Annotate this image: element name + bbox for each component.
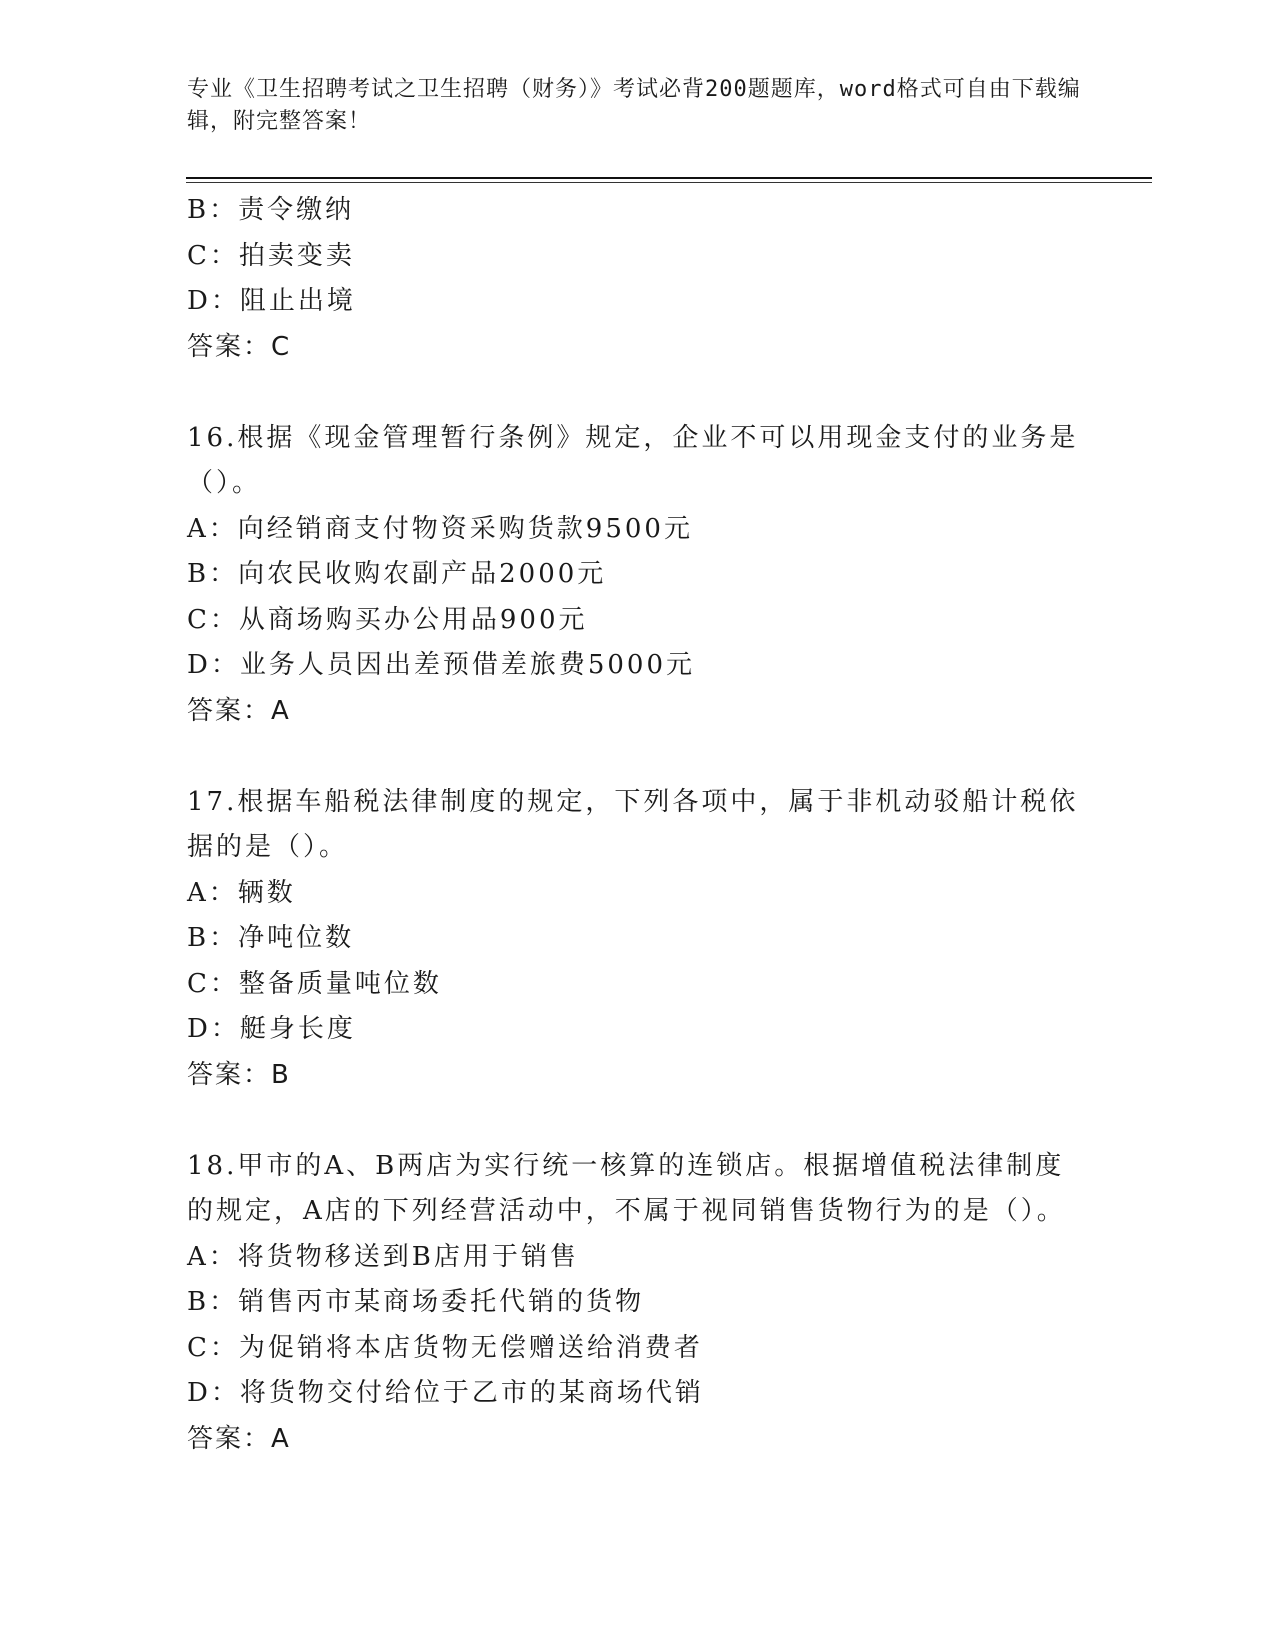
- option-d: D：艇身长度: [187, 1014, 356, 1044]
- option-d: D：阻止出境: [187, 286, 356, 316]
- option-b: B：销售丙市某商场委托代销的货物: [187, 1287, 645, 1317]
- option-d: D：将货物交付给位于乙市的某商场代销: [187, 1378, 704, 1408]
- document-header: 专业《卫生招聘考试之卫生招聘（财务）》考试必背200题题库，word格式可自由下载编辑，附完整答案！: [187, 77, 1081, 134]
- spacer: [187, 734, 1087, 780]
- option-b: B：责令缴纳: [187, 195, 355, 225]
- option-d: D：业务人员因出差预借差旅费5000元: [187, 650, 696, 680]
- option-c: C：为促销将本店货物无偿赠送给消费者: [187, 1332, 703, 1363]
- option-a: A：将货物移送到B店用于销售: [187, 1241, 579, 1272]
- question-18: [187, 1144, 1087, 1463]
- spacer: [187, 1098, 1087, 1144]
- question-text: 16.根据《现金管理暂行条例》规定，企业不可以用现金支付的业务是（）。: [187, 422, 1079, 498]
- answer: 答案：A: [187, 695, 291, 726]
- header-divider-thick: [186, 177, 1152, 179]
- answer: 答案：C: [187, 331, 292, 362]
- option-a: A：辆数: [187, 877, 296, 908]
- option-c: C：拍卖变卖: [187, 240, 355, 271]
- header-divider-thin: [186, 182, 1152, 183]
- option-b: B：净吨位数: [187, 923, 355, 953]
- answer: 答案：A: [187, 1423, 291, 1454]
- option-c: C：从商场购买办公用品900元: [187, 604, 588, 635]
- spacer: [187, 370, 1087, 416]
- question-16: [187, 416, 1087, 735]
- question-15-continued: [187, 188, 1087, 370]
- option-b: B：向农民收购农副产品2000元: [187, 559, 607, 589]
- option-a: A：向经销商支付物资采购货款9500元: [187, 513, 693, 544]
- question-17: [187, 780, 1087, 1099]
- question-text: 18.甲市的A、B两店为实行统一核算的连锁店。根据增值税法律制度的规定，A店的下列经营活动中，不属于视同销售货物行为的是（）。: [187, 1150, 1066, 1226]
- answer: 答案：B: [187, 1059, 291, 1090]
- question-text: 17.根据车船税法律制度的规定，下列各项中，属于非机动驳船计税依据的是（）。: [187, 786, 1079, 862]
- question-list: [187, 188, 1087, 1462]
- option-c: C：整备质量吨位数: [187, 968, 442, 999]
